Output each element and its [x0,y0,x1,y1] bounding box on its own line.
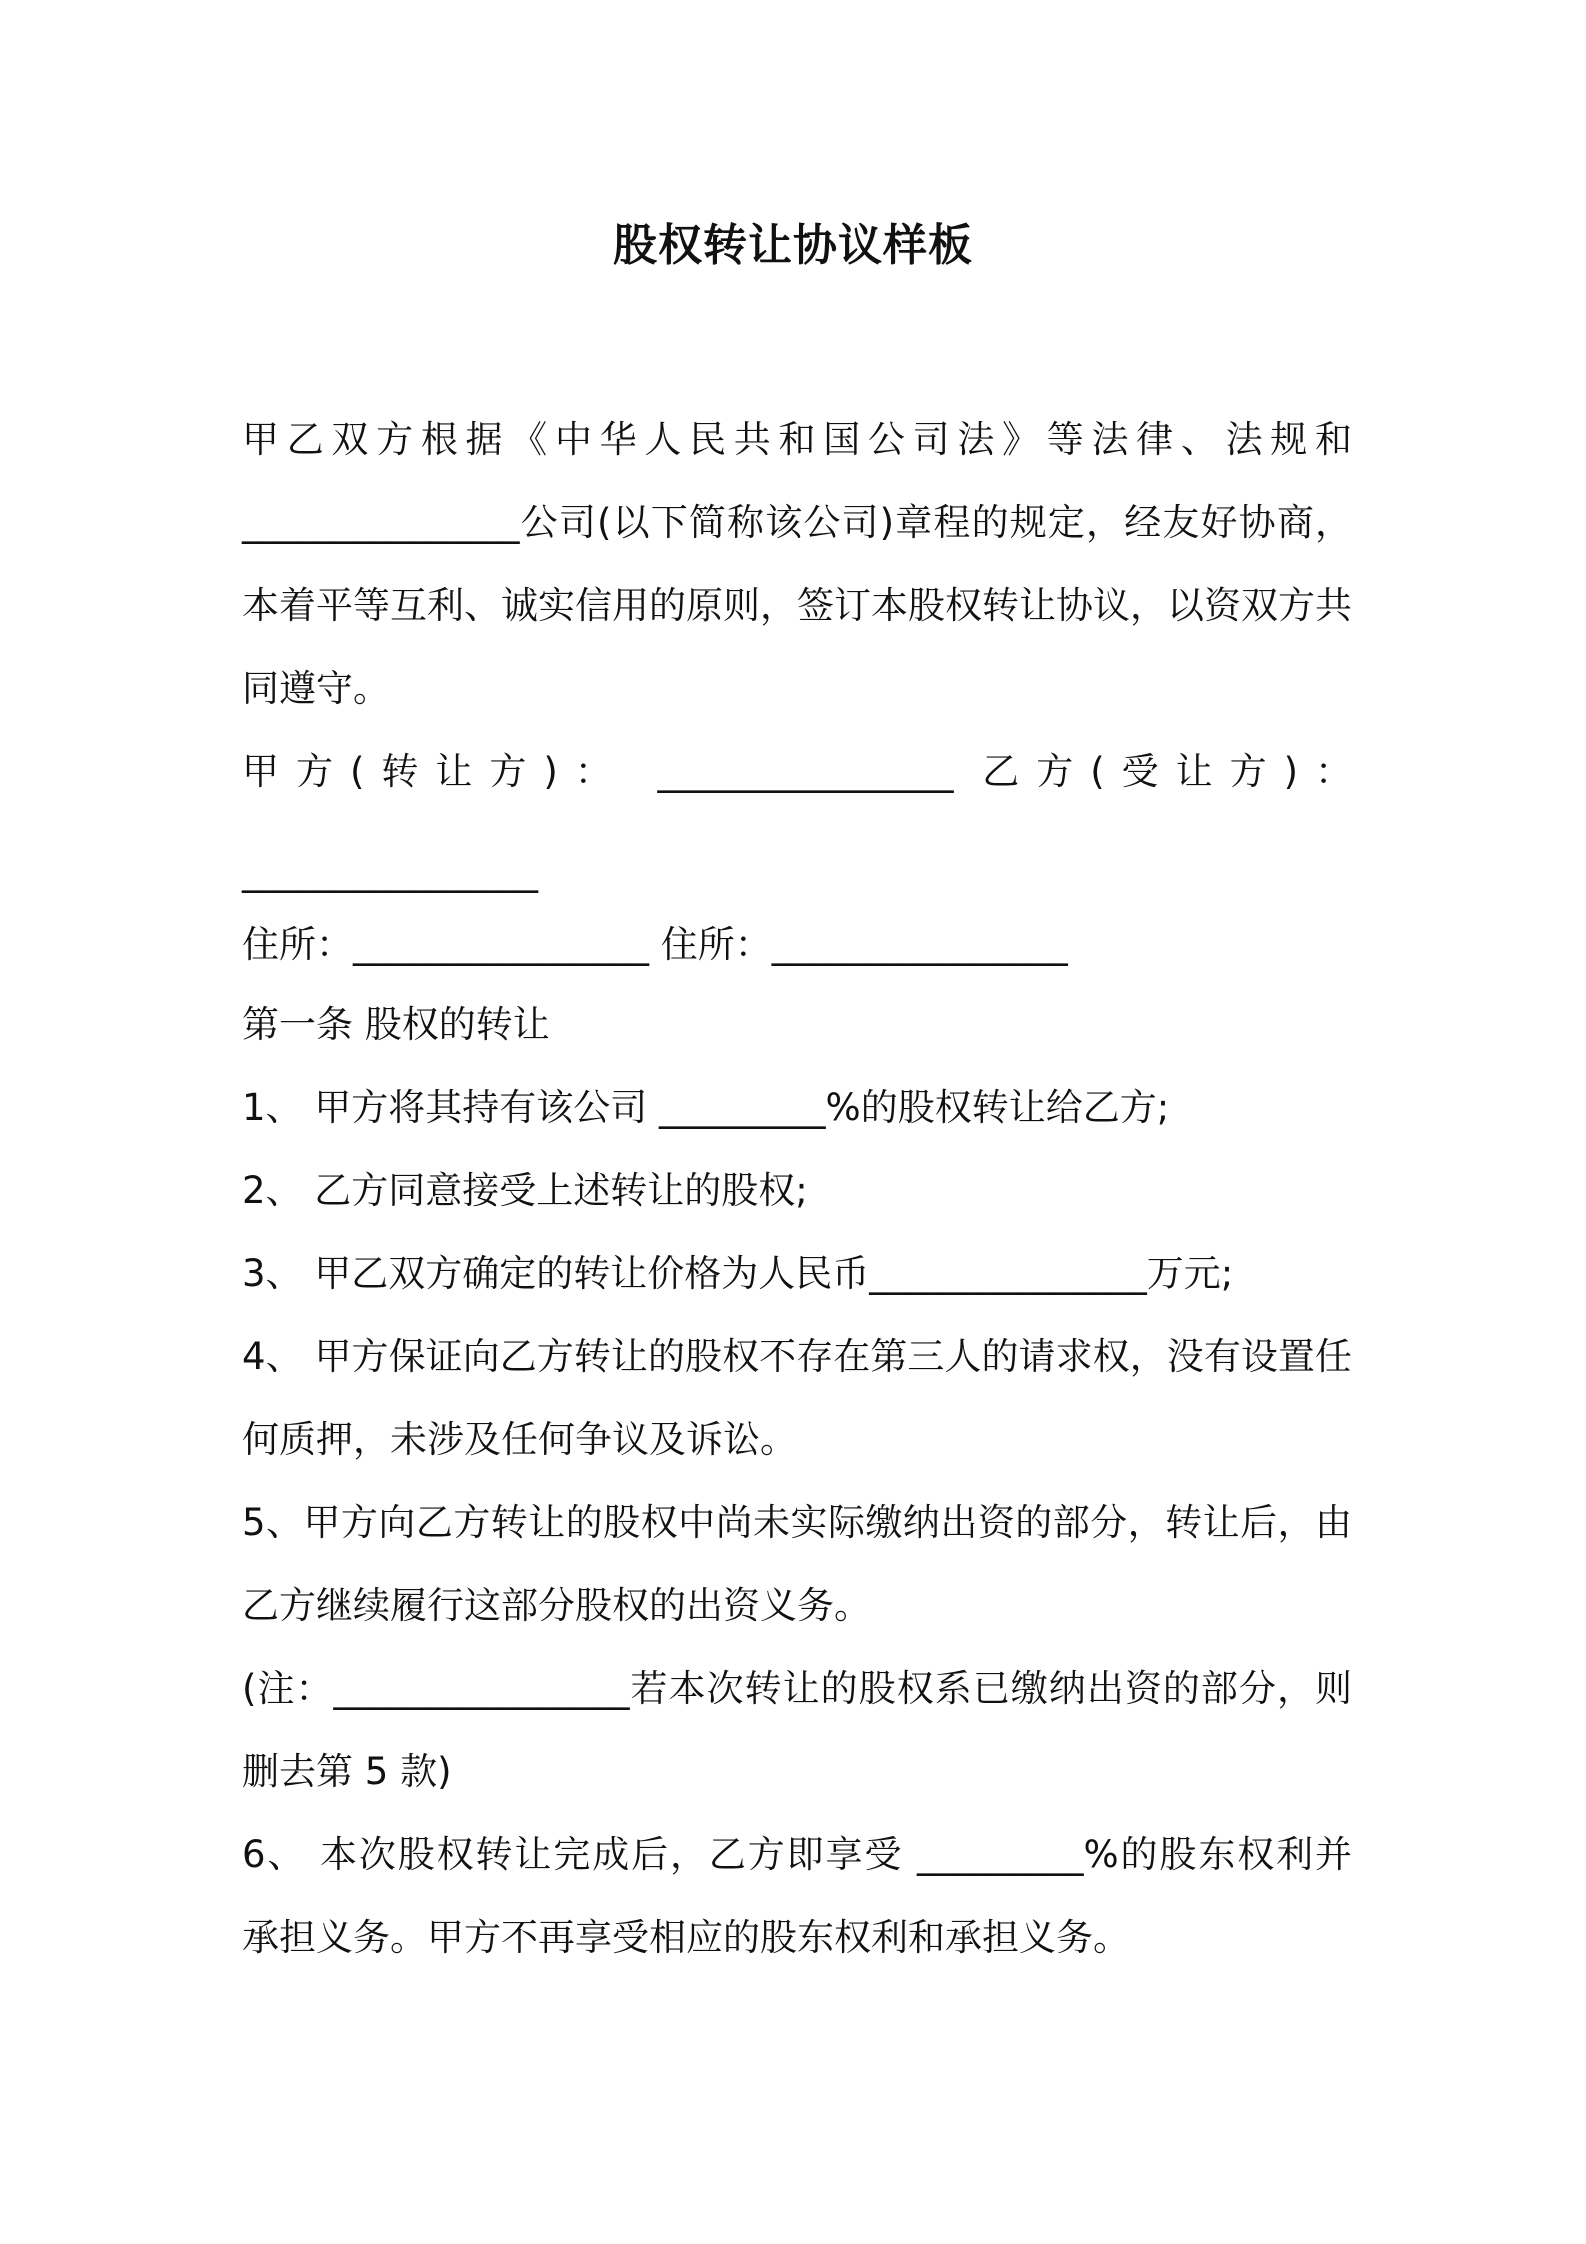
paragraph-line: 同遵守。 [242,667,390,710]
paragraph-line: 本着平等互利、诚实信用的原则，签订本股权转让协议，以资双方共 [242,584,1352,627]
paragraph-line: _______________公司(以下简称该公司)章程的规定，经友好协商， [242,501,1352,544]
clause-line: 承担义务。甲方不再享受相应的股东权利和承担义务。 [242,1916,1130,1959]
section-heading: 第一条 股权的转让 [242,1003,550,1046]
clause-line: 5、甲方向乙方转让的股权中尚未实际缴纳出资的部分，转让后，由 [242,1501,1352,1544]
party-line: ________________ [242,850,538,893]
clause-line: 何质押，未涉及任何争议及诉讼。 [242,1418,797,1461]
note-line: (注：________________若本次转让的股权系已缴纳出资的部分，则 [242,1667,1352,1710]
document-title: 股权转让协议样板 [613,220,973,271]
note-line: 删去第 5 款) [242,1750,452,1793]
address-line: 住所：________________ 住所：________________ [242,923,1068,966]
clause-line: 1、 甲方将其持有该公司 _________%的股权转让给乙方; [242,1086,1170,1129]
party-line: 甲方(转让方)： ________________ 乙方(受让方)： [242,750,1352,793]
clause-line: 3、 甲乙双方确定的转让价格为人民币_______________万元; [242,1252,1234,1295]
clause-line: 4、 甲方保证向乙方转让的股权不存在第三人的请求权，没有设置任 [242,1335,1352,1378]
clause-line: 乙方继续履行这部分股权的出资义务。 [242,1584,871,1627]
paragraph-line: 甲乙双方根据《中华人民共和国公司法》等法律、法规和 [242,418,1352,461]
clause-line: 6、 本次股权转让完成后，乙方即享受 _________%的股东权利并 [242,1833,1352,1876]
clause-line: 2、 乙方同意接受上述转让的股权; [242,1169,808,1212]
